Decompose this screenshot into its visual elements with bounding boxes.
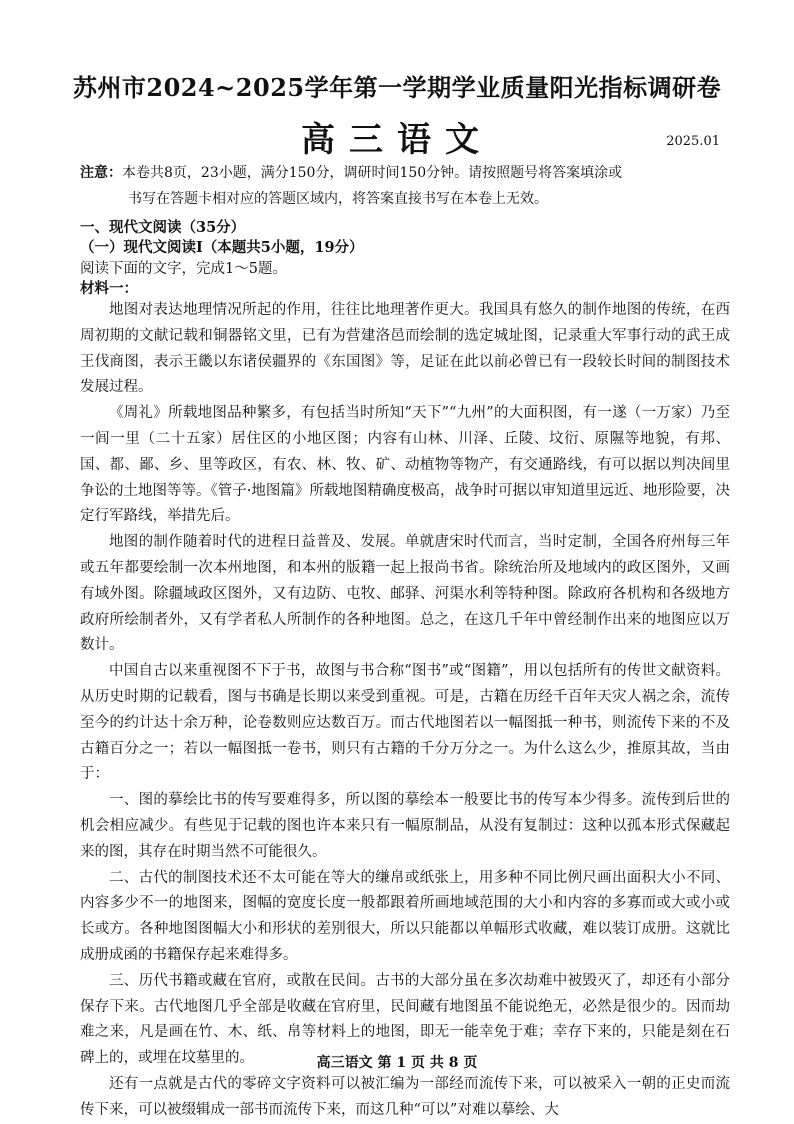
reading-passage bbox=[80, 298, 730, 1124]
subject-title: 高三语文 bbox=[301, 120, 493, 160]
passage-paragraph: 二、古代的制图技术还不太可能在等大的缣帛或纸张上，用多种不同比例尺画出面积大小不同、内容多少不一的地图来，图幅的宽度长度一般都跟着所画地域范围的大小和内容的多寡而或大或小或长或方。各种地图图幅大小和形状的差别很大，所以只能都以单幅形式收藏，难以装订成册。这就比成册成函的书籍保存起来难得多。 bbox=[80, 869, 730, 963]
exam-notice bbox=[80, 160, 740, 212]
exam-title: 苏州市2024~2025学年第一学期学业质量阳光指标调研卷 bbox=[72, 73, 722, 102]
passage-paragraph: 地图对表达地理情况所起的作用，往往比地理著作更大。我国具有悠久的制作地图的传统，在西周初期的文献记载和铜器铭文里，已有为营建洛邑而绘制的选定城址图，记录重大军事行动的武王成王伐商图，表示王畿以东诸侯疆界的《东国图》等，足证在此以前必曾已有一段较长时间的制图技术发展过程。 bbox=[80, 302, 730, 396]
notice-line-2: 书写在答题卡相对应的答题区域内，将答案直接书写在本卷上无效。 bbox=[128, 191, 548, 207]
passage-paragraph: 还有一点就是古代的零碎文字资料可以被汇编为一部经而流传下来，可以被采入一朝的正史而流传下来，可以被缀辑成一部书而流传下来，而这几种“可以”对难以摹绘、大 bbox=[80, 1075, 730, 1118]
passage-paragraph: 中国自古以来重视图不下于书，故图与书合称“图书”或“图籍”，用以包括所有的传世文献资料。从历史时期的记载看，图与书确是长期以来受到重视。可是，古籍在历经千百年天灾人祸之余，流传至今的约计达十余万种，论卷数则应达数百万。而古代地图若以一幅图抵一种书，则流传下来的不及古籍百分之一；若以一幅图抵一卷书，则只有古籍的千分万分之一。为什么这么少，推原其故，当由于： bbox=[80, 663, 730, 783]
sub-section-heading: （一）现代文阅读Ⅰ（本题共5小题，19分） bbox=[80, 239, 364, 256]
section-heading: 一、现代文阅读（35分） bbox=[80, 219, 246, 236]
page-footer: 高三语文 第 1 页 共 8 页 bbox=[316, 1055, 478, 1071]
material-label: 材料一： bbox=[80, 280, 138, 297]
passage-paragraph: 《周礼》所载地图品种繁多，有包括当时所知“天下”“九州”的大面积图，有一遂（一万家）乃至一闾一里（二十五家）居住区的小地区图；内容有山林、川泽、丘陵、坟衍、原隰等地貌，有邦、国、都、鄙、乡、里等政区，有农、林、牧、矿、动植物等物产，有交通路线，有可以据以判决闾里争讼的土地图等等。《管子·地图篇》所载地图精确度极高，战争时可据以审知道里远近、地形险要，决定行军路线，举措先后。 bbox=[80, 405, 730, 525]
exam-date: 2025.01 bbox=[666, 134, 720, 149]
passage-paragraph: 地图的制作随着时代的进程日益普及、发展。单就唐宋时代而言，当时定制，全国各府州每三年或五年都要绘制一次本州地图，和本州的版籍一起上报尚书省。除统治所及地域内的政区图外，又画有域外图。除疆域政区图外，又有边防、屯牧、邮驿、河渠水利等特种图。除政府各机构和各级地方政府所绘制者外，又有学者私人所制作的各种地图。总之，在这几千年中曾经制作出来的地图应以万数计。 bbox=[80, 534, 730, 654]
notice-label: 注意： bbox=[80, 165, 122, 181]
notice-line-1: 本卷共8页，23小题，满分150分，调研时间150分钟。请按照题号将答案填涂或 bbox=[122, 165, 623, 181]
passage-paragraph: 三、历代书籍或藏在官府，或散在民间。古书的大部分虽在多次劫难中被毁灭了，却还有小部分保存下来。古代地图几乎全部是收藏在官府里，民间藏有地图虽不能说绝无，必然是很少的。因而劫难之来，凡是画在竹、木、纸、帛等材料上的地图，即无一能幸免于难；幸存下来的，只能是刻在石碑上的，或埋在坟墓里的。 bbox=[80, 972, 730, 1067]
reading-instruction: 阅读下面的文字，完成1～5题。 bbox=[80, 261, 287, 277]
passage-paragraph: 一、图的摹绘比书的传写要难得多，所以图的摹绘本一般要比书的传写本少得多。流传到后世的机会相应减少。有些见于记载的图也许本来只有一幅原制品，从没有复制过：这种以孤本形式保藏起来的图，其存在时期当然不可能很久。 bbox=[80, 792, 730, 860]
